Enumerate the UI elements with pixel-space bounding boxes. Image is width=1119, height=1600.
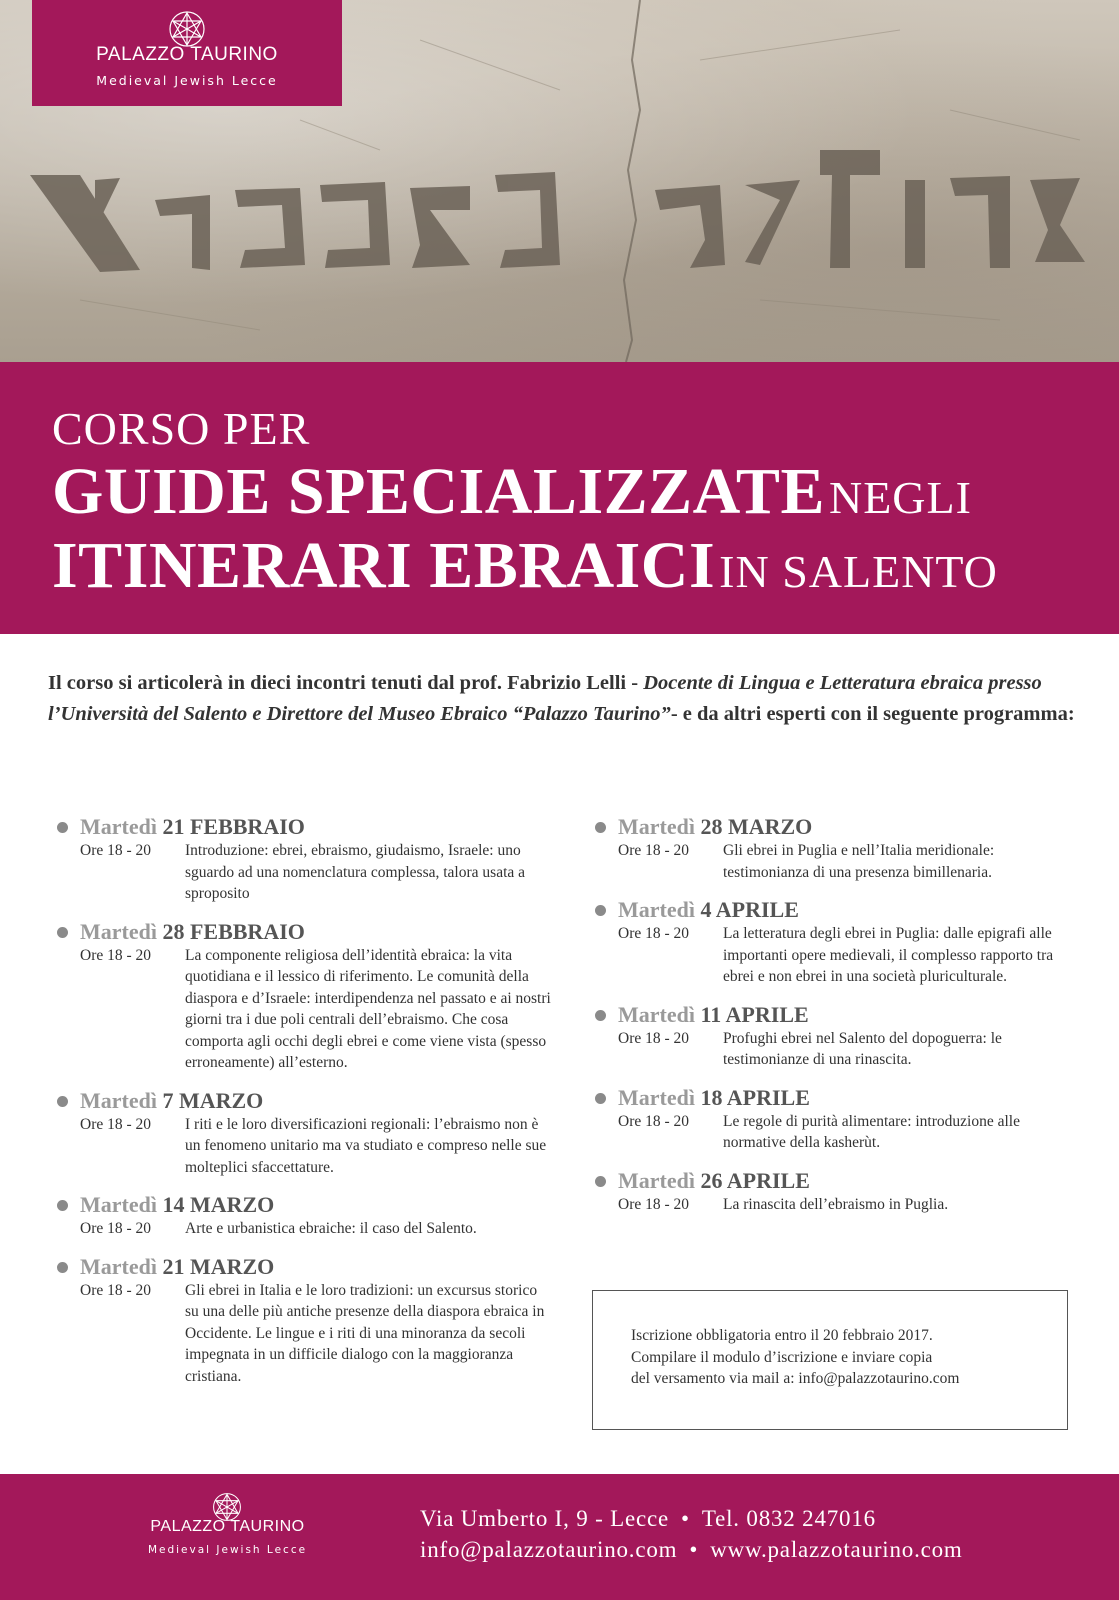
session-body — [80, 1280, 552, 1388]
footer-phone: Tel. 0832 247016 — [701, 1506, 876, 1531]
session-body — [80, 840, 552, 905]
registration-line-1: Iscrizione obbligatoria entro il 20 febbraio 2017. — [631, 1327, 933, 1344]
intro-part-2: - e da altri esperti con il seguente programma: — [670, 703, 1075, 725]
footer-logo-subtitle: Medieval Jewish Lecce — [147, 1544, 308, 1556]
program-session — [52, 814, 552, 905]
session-body — [618, 1111, 1080, 1154]
session-day: Martedì — [618, 1084, 695, 1110]
program-session — [590, 1085, 1080, 1154]
title-line-3-rest: IN SALENTO — [719, 546, 998, 597]
footer-website[interactable]: www.palazzotaurino.com — [710, 1537, 963, 1562]
footer-logo-name: PALAZZO TAURINO — [150, 1518, 305, 1535]
logo-subtitle: Medieval Jewish Lecce — [96, 73, 278, 88]
session-heading — [52, 1192, 552, 1218]
bullet-icon — [595, 1010, 606, 1021]
footer — [0, 1474, 1119, 1600]
footer-address: Via Umberto I, 9 - Lecce — [420, 1506, 669, 1531]
title-line-2-rest: NEGLI — [828, 472, 972, 523]
program-session — [590, 814, 1080, 883]
session-time: Ore 18 - 20 — [80, 946, 152, 964]
session-body — [618, 1028, 1080, 1071]
session-time: Ore 18 - 20 — [618, 842, 690, 859]
session-date: 21 FEBBRAIO — [162, 814, 305, 839]
session-description: La letteratura degli ebrei in Puglia: dalle epigrafi alle importanti opere medievali, il complesso rapporto tra ebrei e non ebrei in una società pluriculturale. — [723, 925, 1054, 985]
program-session — [52, 1088, 552, 1179]
session-date: 18 APRILE — [700, 1084, 810, 1110]
session-date: 11 APRILE — [700, 1001, 809, 1027]
session-description: Profughi ebrei nel Salento del dopoguerra: le testimonianze di una rinascita. — [723, 1029, 1002, 1068]
session-time: Ore 18 - 20 — [80, 1281, 152, 1299]
session-description: Gli ebrei in Italia e le loro tradizioni: un excursus storico su una delle più antiche presenze della diaspora ebraica in Occidente. Le lingue e i riti di una minoranza da secoli impegnata in un difficile dialogo con la maggioranza cristiana. — [185, 1281, 545, 1385]
session-time: Ore 18 - 20 — [80, 1220, 152, 1237]
title-line-3 — [52, 528, 998, 604]
session-date: 7 MARZO — [162, 1087, 264, 1113]
footer-contact-line-1 — [420, 1506, 876, 1532]
session-day: Martedì — [618, 897, 695, 922]
session-day: Martedì — [80, 1087, 157, 1113]
session-time: Ore 18 - 20 — [618, 1195, 690, 1213]
session-time: Ore 18 - 20 — [618, 925, 690, 942]
session-day: Martedì — [618, 1001, 695, 1027]
session-day: Martedì — [618, 1167, 695, 1193]
program-session — [590, 1168, 1080, 1216]
session-description: La rinascita dell’ebraismo in Puglia. — [723, 1195, 949, 1213]
program-session — [590, 897, 1080, 988]
registration-box — [592, 1290, 1068, 1430]
session-day: Martedì — [80, 918, 157, 944]
session-day: Martedì — [80, 1253, 157, 1279]
title-line-1: CORSO PER — [52, 403, 311, 454]
session-date: 14 MARZO — [162, 1192, 275, 1217]
session-heading — [52, 919, 552, 945]
intro-part-1: Il corso si articolerà in dieci incontri tenuti dal prof. Fabrizio Lelli - — [48, 672, 644, 694]
program-session — [590, 1002, 1080, 1071]
registration-line-2: Compilare il modulo d’iscrizione e inviare copia — [631, 1348, 933, 1366]
star-of-david-crystal-icon — [168, 10, 206, 48]
session-heading — [52, 1088, 552, 1114]
session-time: Ore 18 - 20 — [618, 1029, 690, 1047]
session-date: 26 APRILE — [700, 1167, 810, 1193]
session-body — [618, 1194, 1080, 1216]
title-line-2-bold: GUIDE SPECIALIZZATE — [52, 455, 825, 528]
session-description: Gli ebrei in Puglia e nell’Italia meridionale: testimonianza di una presenza bimillenaria. — [723, 842, 995, 881]
bullet-icon — [57, 822, 68, 833]
session-heading — [590, 1168, 1080, 1194]
session-heading — [590, 1002, 1080, 1028]
session-date: 21 MARZO — [162, 1253, 275, 1279]
bullet-icon — [595, 822, 606, 833]
session-date: 4 APRILE — [700, 897, 799, 922]
brand-logo — [32, 0, 342, 106]
session-description: Introduzione: ebrei, ebraismo, giudaismo, Israele: uno sguardo ad una nomenclatura complessa, talora usata a sproposito — [185, 842, 526, 902]
bullet-icon — [57, 927, 68, 938]
hero-stone-image — [0, 0, 1119, 362]
hebrew-inscription — [30, 150, 1085, 272]
session-body — [618, 923, 1080, 988]
footer-separator: • — [681, 1506, 690, 1531]
session-body — [80, 1114, 552, 1179]
session-description: Arte e urbanistica ebraiche: il caso del Salento. — [185, 1220, 477, 1237]
session-description: I riti e le loro diversificazioni regionali: l’ebraismo non è un fenomeno unitario ma va studiato e compreso nelle sue molteplici sfaccettature. — [185, 1115, 547, 1176]
session-heading — [590, 897, 1080, 923]
footer-contact-line-2 — [420, 1537, 963, 1563]
session-description: La componente religiosa dell’identità ebraica: la vita quotidiana e il lessico di riferimento. Le comunità della diaspora e d’Israele: interdipendenza nel passato e ai nostri giorni tra i due poli centrali dell’ebraismo. Che cosa comporta agli occhi degli ebrei e come viene vista (spesso erroneamente) all’esterno. — [185, 946, 551, 1071]
program-column-right — [590, 814, 1080, 1229]
session-day: Martedì — [80, 1192, 157, 1217]
footer-separator: • — [689, 1537, 699, 1562]
bullet-icon — [595, 1176, 606, 1187]
title-line-3-bold: ITINERARI EBRAICI — [52, 529, 716, 602]
program-session — [52, 919, 552, 1074]
bullet-icon — [595, 1093, 606, 1104]
session-body — [80, 1218, 552, 1240]
bullet-icon — [57, 1200, 68, 1211]
session-date: 28 MARZO — [700, 814, 813, 839]
session-heading — [52, 814, 552, 840]
intro-paragraph — [48, 668, 1078, 730]
session-day: Martedì — [80, 814, 157, 839]
session-description: Le regole di purità alimentare: introduzione alle normative della kasherùt. — [723, 1112, 1020, 1151]
program-session — [52, 1192, 552, 1240]
session-heading — [590, 814, 1080, 840]
session-date: 28 FEBBRAIO — [162, 918, 305, 944]
session-time: Ore 18 - 20 — [80, 842, 152, 859]
bullet-icon — [595, 905, 606, 916]
session-time: Ore 18 - 20 — [80, 1115, 152, 1133]
program-column-left — [52, 814, 552, 1401]
bullet-icon — [57, 1096, 68, 1107]
bullet-icon — [57, 1262, 68, 1273]
footer-email[interactable]: info@palazzotaurino.com — [420, 1537, 678, 1562]
session-body — [80, 945, 552, 1074]
registration-line-3: del versamento via mail a: info@palazzotaurino.com — [631, 1370, 960, 1387]
session-time: Ore 18 - 20 — [618, 1112, 690, 1130]
intro-italic: Docente di Lingua e Letteratura ebraica presso l’Università del Salento e Direttore del Museo Ebraico “Palazzo Taurino” — [48, 672, 1042, 725]
session-heading — [52, 1254, 552, 1280]
title-band — [0, 362, 1119, 634]
session-heading — [590, 1085, 1080, 1111]
session-day: Martedì — [618, 814, 695, 839]
title-line-2 — [52, 454, 972, 530]
session-body — [618, 840, 1080, 883]
program-session — [52, 1254, 552, 1388]
logo-name: PALAZZO TAURINO — [96, 44, 278, 65]
